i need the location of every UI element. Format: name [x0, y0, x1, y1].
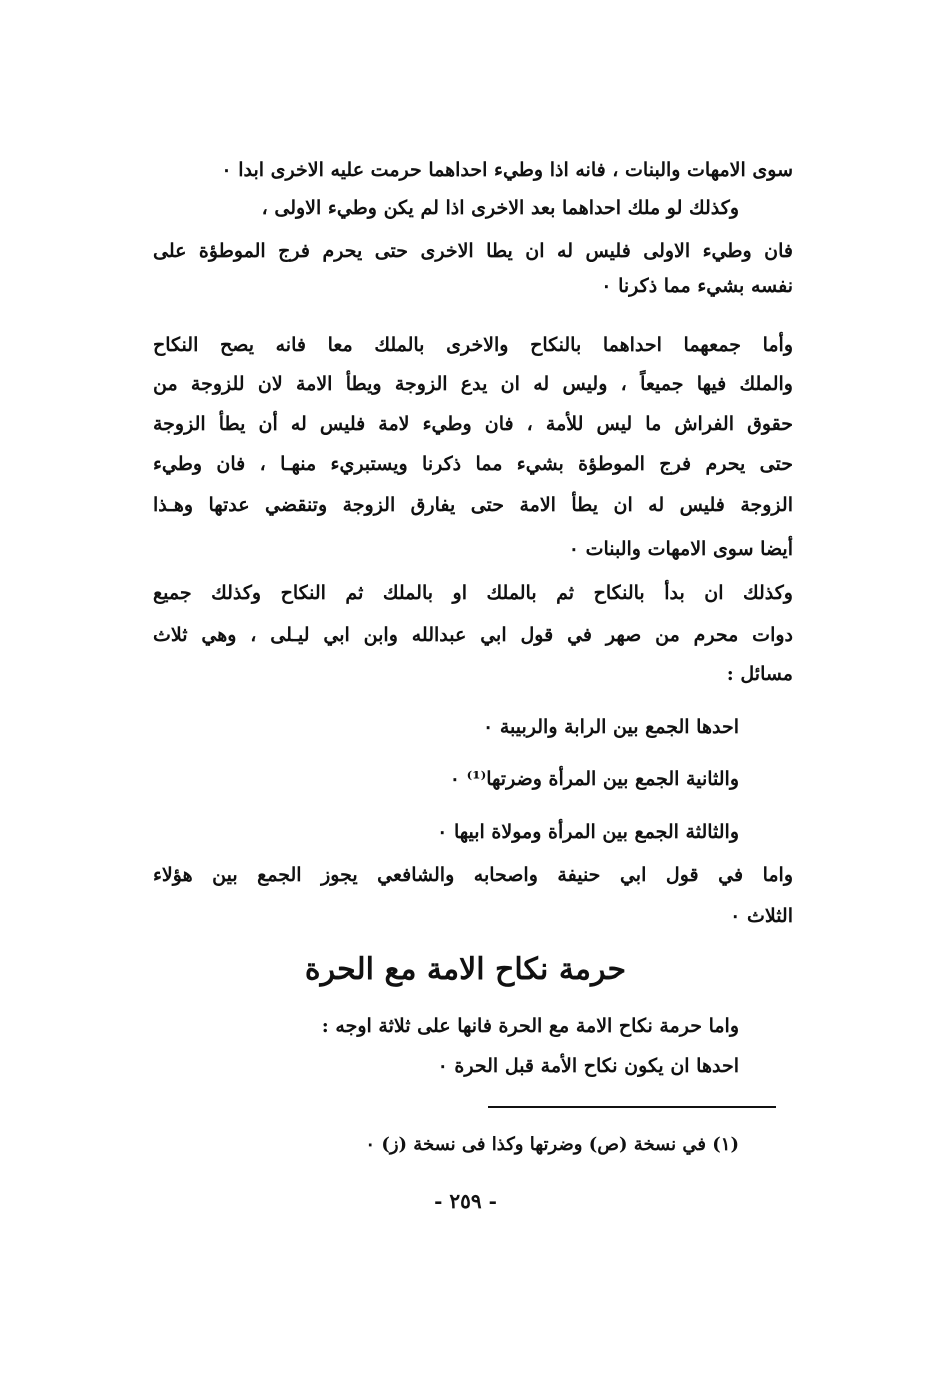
text-line: واما حرمة نكاح الامة مع الحرة فانها على ثلاثة اوجه : [321, 1015, 739, 1037]
text-line: وكذلك ان بدأ بالنكاح ثم بالملك او بالملك ثم النكاح وكذلك جميع [153, 582, 793, 604]
text-line: دوات محرم من صهر في قول ابي عبدالله وابن ابي ليـلى ، وهي ثلاث [153, 624, 793, 646]
text-line: واما في قول ابي حنيفة واصحابه والشافعي يجوز الجمع بين هؤلاء [153, 864, 793, 886]
footnote: (١) في نسخة (ص) وضرتها وكذا فى نسخة (ز) ٠ [365, 1134, 739, 1155]
text-line: سوى الامهات والبنات ، فانه اذا وطيء احداهما حرمت عليه الاخرى ابدا ٠ [221, 159, 793, 181]
text-line: احدها ان يكون نكاح الأمة قبل الحرة ٠ [437, 1055, 739, 1077]
section-heading: حرمة نكاح الامة مع الحرة [304, 952, 627, 987]
text-line: حقوق الفراش ما ليس للأمة ، فان وطيء لامة فليس له أن يطأ الزوجة [153, 413, 793, 435]
text-line: الثلاث ٠ [730, 905, 793, 927]
text-line: نفسه بشيء مما ذكرنا ٠ [601, 275, 793, 297]
footnote-separator [488, 1106, 776, 1108]
text-line: وأما جمعهما احداهما بالنكاح والاخرى بالملك معا فانه يصح النكاح [153, 334, 793, 356]
page-number: - ٢٥٩ - [434, 1189, 497, 1213]
text-line: حتى يحرم فرج الموطؤة بشيء مما ذكرنا ويستبريء منهـا ، فان وطيء [153, 453, 793, 475]
list-item: احدها الجمع بين الرابة والربيبة ٠ [483, 716, 739, 738]
list-item: والثانية الجمع بين المرأة وضرتها⁽¹⁾ ٠ [449, 768, 739, 790]
text-line: وكذلك لو ملك احداهما بعد الاخرى اذا لم يكن وطيء الاولى ، [261, 197, 739, 219]
text-line: فان وطيء الاولى فليس له ان يطا الاخرى حتى يحرم فرج الموطؤة على [153, 240, 793, 262]
text-line: مسائل : [726, 663, 793, 685]
text-line: أيضا سوى الامهات والبنات ٠ [568, 538, 793, 560]
list-item: والثالثة الجمع بين المرأة ومولاة ابيها ٠ [437, 821, 739, 843]
text-line: والملك فيها جميعاً ، وليس له ان يدع الزوجة ويطأ الامة لان للزوجة من [153, 373, 793, 395]
text-line: الزوجة فليس له ان يطأ الامة حتى يفارق الزوجة وتنقضي عدتها وهـذا [153, 494, 793, 516]
